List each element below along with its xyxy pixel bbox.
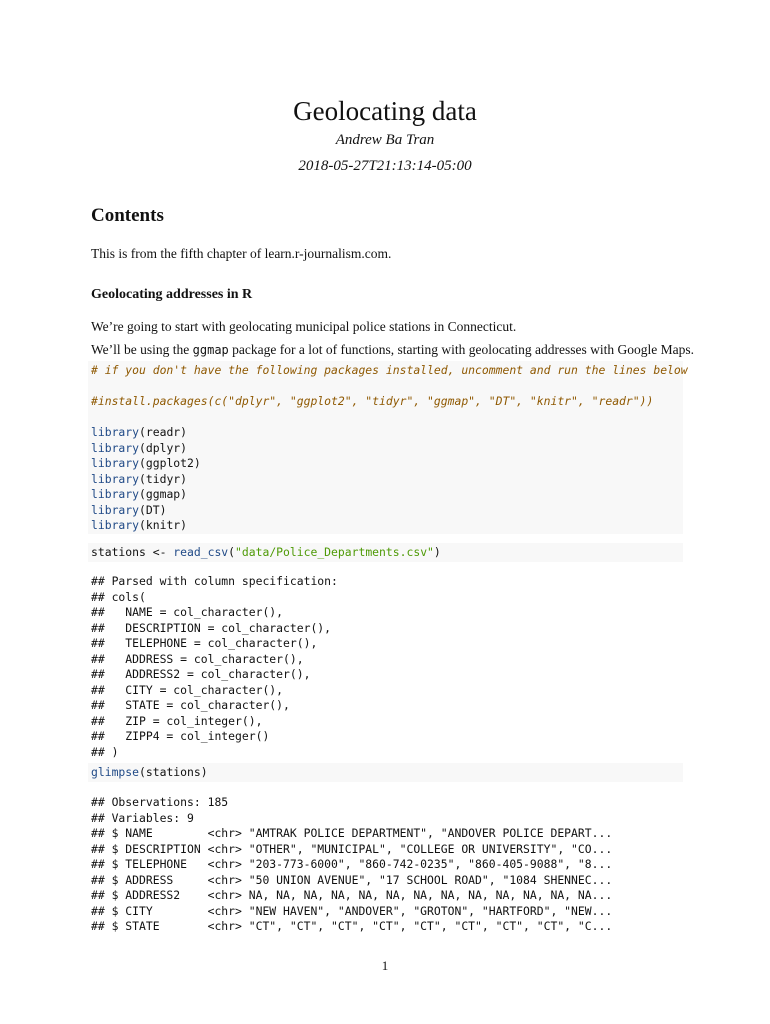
library-arg: (readr)	[139, 425, 188, 439]
para2-text-before: We’ll be using the	[91, 342, 193, 357]
code-comment-line: # if you don't have the following packages installed, uncomment and run the lines below	[91, 363, 688, 377]
assign-text: stations <-	[91, 545, 174, 559]
output-line: ## NAME = col_character(),	[91, 605, 284, 619]
code-block-glimpse	[88, 763, 683, 782]
library-line	[91, 425, 683, 441]
output-line: ## $ TELEPHONE <chr> "203-773-6000", "860-742-0235", "860-405-9088", "8...	[91, 857, 613, 871]
output-line: ## ZIPP4 = col_integer()	[91, 729, 270, 743]
output-line: ## ADDRESS = col_character(),	[91, 651, 304, 666]
output-line: ## STATE = col_character(),	[91, 698, 290, 712]
contents-heading: Contents	[91, 205, 164, 226]
output-line: ## )	[91, 744, 119, 759]
output-line: ## ADDRESS2 = col_character(),	[91, 667, 311, 681]
library-calls	[91, 425, 683, 534]
library-arg: (ggplot2)	[139, 456, 201, 470]
output-line: ## $ ADDRESS <chr> "50 UNION AVENUE", "17 SCHOOL ROAD", "1084 SHENNEC...	[91, 872, 613, 887]
output-line: ## CITY = col_character(),	[91, 682, 284, 697]
library-arg: (dplyr)	[139, 440, 188, 455]
output-line: ## $ ADDRESS2 <chr> NA, NA, NA, NA, NA, NA, NA, NA, NA, NA, NA, NA, NA...	[91, 888, 613, 902]
code-block-packages	[88, 361, 688, 534]
library-line	[91, 487, 683, 503]
library-line	[91, 518, 683, 534]
output-line: ## $ NAME <chr> "AMTRAK POLICE DEPARTMENT", "ANDOVER POLICE DEPART...	[91, 826, 613, 840]
output-line: ## $ STATE <chr> "CT", "CT", "CT", "CT", "CT", "CT", "CT", "CT", "C...	[91, 919, 613, 933]
document-date: 2018-05-27T21:13:14-05:00	[298, 158, 472, 174]
output-line: ## $ DESCRIPTION <chr> "OTHER", "MUNICIPAL", "COLLEGE OR UNIVERSITY", "CO...	[91, 841, 613, 856]
code-block-read-csv	[88, 543, 683, 562]
output-line: ## cols(	[91, 589, 146, 604]
library-fn: library	[91, 440, 140, 455]
library-arg: (tidyr)	[139, 471, 188, 486]
document-title: Geolocating data	[293, 96, 477, 126]
output-line: ## DESCRIPTION = col_character(),	[91, 620, 332, 635]
library-arg: (ggmap)	[139, 487, 188, 501]
output-line: ## ZIP = col_integer(),	[91, 713, 263, 728]
library-arg: (knitr)	[139, 518, 188, 532]
code-install-line: #install.packages(c("dplyr", "ggplot2", "tidyr", "ggmap", "DT", "knitr", "readr"))	[91, 394, 654, 408]
library-fn: library	[91, 487, 140, 501]
output-line: ## Parsed with column specification:	[91, 574, 338, 588]
library-fn: library	[91, 502, 140, 517]
inline-code-ggmap: ggmap	[192, 343, 229, 357]
library-line	[91, 456, 683, 472]
intro-paragraph: This is from the fifth chapter of learn.r-journalism.com.	[91, 246, 392, 261]
library-line	[91, 503, 683, 519]
read-csv-line: stations <- read_csv("data/Police_Departments.csv")	[91, 545, 441, 559]
library-line	[91, 472, 683, 488]
para2-text-after: package for a lot of functions, starting with geolocating addresses with Google Maps.	[228, 342, 695, 357]
library-fn: library	[91, 456, 140, 470]
section-paragraph-1: We’re going to start with geolocating municipal police stations in Connecticut.	[91, 319, 517, 334]
read-csv-fn: read_csv	[173, 545, 229, 559]
output-glimpse	[91, 795, 612, 935]
output-line: ## Variables: 9	[91, 810, 194, 825]
glimpse-fn: glimpse	[91, 765, 140, 779]
library-arg: (DT)	[139, 502, 167, 517]
csv-path-string: "data/Police_Departments.csv"	[235, 545, 434, 559]
output-line: ## TELEPHONE = col_character(),	[91, 636, 318, 650]
output-line: ## $ CITY <chr> "NEW HAVEN", "ANDOVER", "GROTON", "HARTFORD", "NEW...	[91, 903, 613, 918]
section-paragraph-2	[91, 342, 694, 358]
library-fn: library	[91, 425, 140, 439]
library-line	[91, 441, 683, 457]
output-parsed-columns	[91, 574, 338, 760]
library-fn: library	[91, 518, 140, 532]
page-number: 1	[381, 958, 389, 973]
library-fn: library	[91, 471, 140, 486]
glimpse-line: glimpse(stations)	[91, 765, 208, 779]
document-author: Andrew Ba Tran	[335, 132, 435, 148]
output-line: ## Observations: 185	[91, 795, 229, 809]
section-heading: Geolocating addresses in R	[91, 287, 253, 302]
